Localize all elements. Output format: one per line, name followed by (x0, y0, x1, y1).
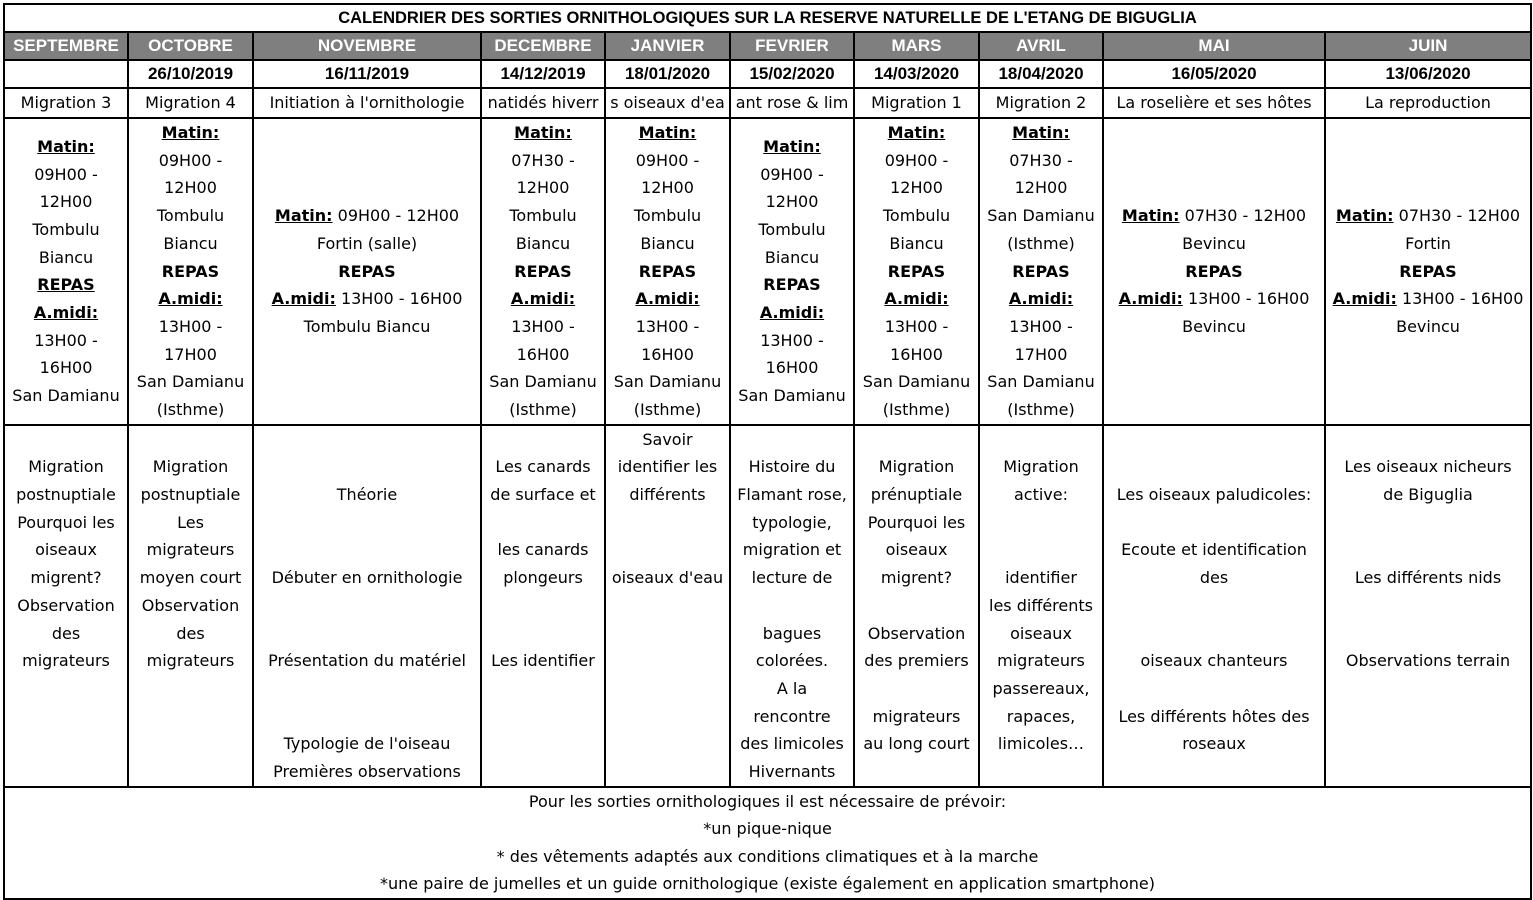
theme-cell: ant rose & lim (730, 88, 854, 118)
schedule-line: San Damianu (987, 372, 1095, 392)
schedule-line: Fortin (1405, 233, 1451, 253)
schedule-cell (1103, 118, 1325, 425)
description-line (606, 509, 729, 537)
description-line: Migration (1003, 457, 1079, 477)
schedule-line: Tombulu (32, 219, 100, 239)
month-header: FEVRIER (730, 32, 854, 60)
description-line (254, 509, 480, 537)
schedule-cell (128, 118, 253, 425)
schedule-line: REPAS (1185, 261, 1243, 281)
description-line: migrent? (880, 568, 953, 588)
schedule-line: (Isthme) (633, 400, 702, 420)
theme-cell: s oiseaux d'ea (605, 88, 730, 118)
schedule-line: REPAS (338, 261, 396, 281)
description-line: Théorie (336, 485, 398, 505)
description-line (606, 703, 729, 731)
description-line (606, 536, 729, 564)
description-line (1326, 620, 1530, 648)
description-line: des premiers (864, 651, 969, 671)
month-header: MAI (1103, 32, 1325, 60)
description-line: plongeurs (503, 568, 583, 588)
schedule-line: A.midi: (1008, 289, 1074, 309)
description-line: identifier (1005, 568, 1077, 588)
description-line: Premières observations (273, 761, 461, 781)
schedule-line: Tombulu Biancu (303, 316, 431, 336)
time-value: 13H00 - 16H00 (1396, 289, 1524, 309)
description-line: prénuptiale (870, 485, 963, 505)
time-value: 07H30 - 12H00 (1179, 206, 1307, 226)
description-line (606, 592, 729, 620)
schedule-line: 13H00 - (511, 316, 575, 336)
theme-cell: Migration 3 (4, 88, 128, 118)
schedule-line: 16H00 (765, 358, 819, 378)
schedule-cell (730, 118, 854, 425)
description-line: des limicoles (740, 734, 844, 754)
description-line (129, 730, 252, 758)
theme-cell: Migration 2 (979, 88, 1103, 118)
description-line (254, 703, 480, 731)
description-line (980, 536, 1102, 564)
description-line (482, 758, 604, 786)
description-line (1104, 509, 1324, 537)
schedule-line: 13H00 - (760, 330, 824, 350)
schedule-line: San Damianu (613, 372, 722, 392)
schedule-line: Matin: (161, 123, 220, 142)
description-line: oiseaux (885, 540, 948, 560)
description-line: les canards (497, 540, 589, 560)
description-line (5, 703, 127, 731)
description-line (254, 620, 480, 648)
description-line (855, 758, 978, 786)
description-line: Flamant rose, (737, 485, 847, 505)
schedule-line: 12H00 (516, 178, 570, 198)
page-title: CALENDRIER DES SORTIES ORNITHOLOGIQUES SUR LA RESERVE NATURELLE DE L'ETANG DE BIGUGLIA (4, 4, 1531, 32)
description-line: des (176, 623, 205, 643)
months-row (4, 32, 1531, 60)
schedule-line: 16H00 (641, 344, 694, 364)
schedule-line: A.midi: (635, 289, 700, 309)
date-cell (4, 60, 128, 88)
description-line (482, 592, 604, 620)
schedule-cell (481, 118, 605, 425)
schedule-line: 13H00 - (158, 316, 223, 336)
schedule-line: (Isthme) (882, 400, 951, 420)
description-line (129, 675, 252, 703)
schedule-cell (979, 118, 1103, 425)
schedule-line: Tombulu (758, 219, 826, 239)
description-line: Les oiseaux nicheurs (1344, 457, 1512, 477)
footer-notes (4, 787, 1531, 899)
schedule-line: Matin: (37, 136, 95, 156)
description-line: rencontre (753, 706, 831, 726)
description-line (5, 426, 127, 454)
description-line: rapaces, (1006, 706, 1076, 726)
calendar-table (3, 3, 1532, 900)
description-line: Observation (17, 595, 115, 615)
description-line: migration et (742, 540, 842, 560)
description-cell (730, 425, 854, 787)
theme-cell: Migration 4 (128, 88, 253, 118)
description-line (129, 703, 252, 731)
description-line (731, 426, 853, 454)
schedule-line: Bevincu (1396, 316, 1460, 336)
themes-row (4, 88, 1531, 118)
description-line (1104, 675, 1324, 703)
description-line: oiseaux chanteurs (1140, 651, 1288, 671)
schedule-line: 12H00 (164, 178, 217, 198)
description-line: roseaux (1182, 734, 1246, 754)
description-line (129, 426, 252, 454)
schedule-line: REPAS (514, 261, 572, 281)
description-line (731, 592, 853, 620)
time-value: 09H00 - 12H00 (332, 206, 460, 226)
description-line: identifier les (617, 457, 718, 477)
description-line: Observation (141, 595, 240, 615)
description-line: migrateurs (146, 540, 235, 560)
description-line (129, 758, 252, 786)
footer-line: * des vêtements adaptés aux conditions climatiques et à la marche (496, 846, 1039, 866)
schedule-line: Bevincu (1182, 316, 1246, 336)
description-line: Typologie de l'oiseau (283, 734, 451, 754)
month-header: OCTOBRE (128, 32, 253, 60)
description-line (606, 647, 729, 675)
schedule-line: San Damianu (136, 372, 245, 392)
time-value: 13H00 - 16H00 (1182, 289, 1310, 309)
description-line (606, 758, 729, 786)
description-line (606, 620, 729, 648)
description-line (1326, 703, 1530, 731)
date-cell: 13/06/2020 (1325, 60, 1531, 88)
date-cell: 26/10/2019 (128, 60, 253, 88)
description-line: des (51, 623, 81, 643)
schedule-cell (605, 118, 730, 425)
schedule-line: REPAS (763, 275, 821, 295)
description-line: de Biguglia (1383, 485, 1473, 505)
schedule-line (1326, 285, 1530, 313)
month-header: AVRIL (979, 32, 1103, 60)
description-line: typologie, (752, 512, 832, 532)
description-line (1326, 675, 1530, 703)
schedule-line: REPAS (638, 261, 697, 281)
schedule-line: San Damianu (738, 386, 846, 406)
description-line: moyen court (139, 568, 242, 588)
date-cell: 14/03/2020 (854, 60, 979, 88)
theme-cell: Migration 1 (854, 88, 979, 118)
schedule-line: (Isthme) (1007, 233, 1075, 253)
description-line: Les canards (495, 457, 591, 477)
schedule-line: Biancu (889, 233, 944, 253)
description-line: postnuptiale (16, 485, 116, 505)
schedule-line: 13H00 - (884, 316, 949, 336)
description-line (1326, 758, 1530, 786)
description-line (855, 675, 978, 703)
description-line: différents (629, 485, 706, 505)
schedule-line: Biancu (38, 247, 94, 267)
schedule-line: 09H00 - (34, 164, 98, 184)
schedule-line: 12H00 (765, 192, 819, 212)
description-line (5, 730, 127, 758)
month-header: DECEMBRE (481, 32, 605, 60)
month-header: JUIN (1325, 32, 1531, 60)
schedule-line: Matin: (887, 123, 946, 142)
schedule-cell (253, 118, 481, 425)
description-line (980, 426, 1102, 454)
description-line (855, 592, 978, 620)
time-label: Matin: (274, 206, 333, 226)
schedule-line: 16H00 (890, 344, 943, 364)
schedule-line: 16H00 (39, 358, 93, 378)
schedule-line: REPAS (37, 275, 95, 295)
description-line (5, 758, 127, 786)
description-cell (4, 425, 128, 787)
description-line: bagues (762, 623, 822, 643)
schedule-line: Tombulu (509, 206, 577, 226)
description-cell (854, 425, 979, 787)
schedule-line: Tombulu (882, 206, 951, 226)
description-line: Présentation du matériel (268, 651, 466, 671)
description-line: Les identifier (491, 651, 595, 671)
time-label: A.midi: (1118, 289, 1183, 309)
schedule-line (1104, 202, 1324, 230)
description-line: oiseaux d'eau (611, 568, 724, 588)
schedule-line: A.midi: (884, 289, 949, 309)
description-line (855, 426, 978, 454)
theme-cell: La reproduction (1325, 88, 1531, 118)
schedule-line: Biancu (764, 247, 820, 267)
schedule-line: Bevincu (1182, 233, 1246, 253)
description-line (482, 675, 604, 703)
schedule-line: 07H30 - (1009, 150, 1073, 170)
description-line: Ecoute et identification (1121, 540, 1307, 560)
description-line: active: (1013, 485, 1069, 505)
description-line: limicoles… (997, 734, 1085, 754)
time-label: A.midi: (271, 289, 336, 309)
time-value: 13H00 - 16H00 (335, 289, 463, 309)
time-value: 07H30 - 12H00 (1393, 206, 1521, 226)
date-cell: 14/12/2019 (481, 60, 605, 88)
description-line: Migration (878, 457, 955, 477)
time-label: Matin: (1121, 206, 1180, 226)
schedule-line: Biancu (515, 233, 571, 253)
description-cell (1103, 425, 1325, 787)
description-line: Les différents hôtes des (1118, 706, 1310, 726)
description-line (482, 620, 604, 648)
date-cell: 18/01/2020 (605, 60, 730, 88)
schedule-line: Biancu (163, 233, 218, 253)
schedule-line: (Isthme) (1007, 400, 1075, 420)
description-line: migrateurs (146, 651, 235, 671)
description-line: des (1199, 568, 1229, 588)
schedule-line: 07H30 - (511, 150, 575, 170)
description-line (1326, 592, 1530, 620)
description-line: Les oiseaux paludicoles: (1116, 485, 1312, 505)
description-cell (979, 425, 1103, 787)
schedule-line: 12H00 (1014, 178, 1068, 198)
dates-row (4, 60, 1531, 88)
schedule-line: A.midi: (33, 303, 99, 323)
description-line: lecture de (751, 568, 833, 588)
schedule-line: 09H00 - (884, 150, 949, 170)
schedule-line: Matin: (1012, 123, 1070, 142)
schedule-cell (1325, 118, 1531, 425)
description-line (1326, 536, 1530, 564)
time-label: Matin: (1335, 206, 1394, 226)
schedule-line (1326, 202, 1530, 230)
schedule-line: REPAS (1012, 261, 1070, 281)
schedule-line: Tombulu (633, 206, 702, 226)
description-line: postnuptiale (140, 485, 241, 505)
schedule-line: 12H00 (39, 192, 93, 212)
description-line: A la (776, 678, 808, 698)
description-line: Observations terrain (1345, 651, 1511, 671)
schedule-line: Tombulu (156, 206, 225, 226)
description-line (482, 703, 604, 731)
schedule-line: REPAS (1399, 261, 1457, 281)
description-line: oiseaux (35, 540, 97, 560)
footer-line: Pour les sorties ornithologiques il est nécessaire de prévoir: (528, 791, 1007, 811)
schedule-line: Matin: (763, 136, 821, 156)
description-line: les différents (989, 595, 1093, 615)
description-cell (253, 425, 481, 787)
schedule-line: Fortin (salle) (316, 233, 418, 253)
schedule-line: 13H00 - (34, 330, 98, 350)
schedule-line: 13H00 - (635, 316, 700, 336)
date-cell: 18/04/2020 (979, 60, 1103, 88)
description-line (1326, 509, 1530, 537)
schedule-line: San Damianu (489, 372, 597, 392)
theme-cell: natidés hiverr (481, 88, 605, 118)
month-header: SEPTEMBRE (4, 32, 128, 60)
description-line (482, 730, 604, 758)
schedule-line: A.midi: (759, 303, 825, 323)
theme-cell: Initiation à l'ornithologie (253, 88, 481, 118)
description-line: Migration (28, 457, 104, 477)
schedule-line: San Damianu (12, 386, 120, 406)
schedule-row (4, 118, 1531, 425)
schedule-line: A.midi: (158, 289, 223, 309)
schedule-line (254, 285, 480, 313)
description-cell (1325, 425, 1531, 787)
description-line (1104, 426, 1324, 454)
description-line (5, 675, 127, 703)
schedule-line: 12H00 (890, 178, 943, 198)
description-line: Histoire du (748, 457, 836, 477)
schedule-line: San Damianu (862, 372, 971, 392)
description-line (1104, 758, 1324, 786)
description-line (1104, 453, 1324, 481)
schedule-line: Matin: (638, 123, 697, 142)
description-line: Observation (867, 623, 966, 643)
description-cell (481, 425, 605, 787)
description-line: migrateurs (872, 706, 961, 726)
schedule-line: 17H00 (1014, 344, 1068, 364)
month-header: MARS (854, 32, 979, 60)
description-line: Les différents nids (1354, 568, 1502, 588)
date-cell: 16/05/2020 (1103, 60, 1325, 88)
schedule-line: Biancu (640, 233, 695, 253)
description-line: Migration (152, 457, 229, 477)
description-line (254, 592, 480, 620)
schedule-line: 09H00 - (760, 164, 824, 184)
description-line: Pourquoi les (17, 512, 115, 532)
description-line: passereaux, (992, 678, 1090, 698)
description-row (4, 425, 1531, 787)
schedule-line: 12H00 (641, 178, 694, 198)
schedule-line: (Isthme) (156, 400, 225, 420)
description-line (980, 509, 1102, 537)
description-line: colorées. (755, 651, 829, 671)
schedule-line (254, 202, 480, 230)
schedule-line: A.midi: (510, 289, 576, 309)
schedule-line (1104, 285, 1324, 313)
description-line (606, 675, 729, 703)
footer-line: *un pique-nique (703, 819, 832, 839)
schedule-line: 16H00 (516, 344, 570, 364)
description-line: de surface et (490, 485, 596, 505)
description-line (1104, 592, 1324, 620)
time-label: A.midi: (1332, 289, 1397, 309)
description-line (254, 536, 480, 564)
description-line: Débuter en ornithologie (271, 568, 463, 588)
schedule-cell (854, 118, 979, 425)
description-line: Savoir (642, 429, 693, 449)
description-line (1104, 620, 1324, 648)
schedule-line: REPAS (161, 261, 220, 281)
schedule-line: (Isthme) (509, 400, 577, 420)
description-line (980, 758, 1102, 786)
description-line (254, 453, 480, 481)
description-cell (128, 425, 253, 787)
schedule-line: Matin: (514, 123, 572, 142)
month-header: NOVEMBRE (253, 32, 481, 60)
footer-line: *une paire de jumelles et un guide ornithologique (existe également en application smartphone) (380, 874, 1155, 894)
schedule-line: REPAS (887, 261, 946, 281)
schedule-line: 09H00 - (635, 150, 700, 170)
schedule-line: 17H00 (164, 344, 217, 364)
description-line (254, 426, 480, 454)
month-header: JANVIER (605, 32, 730, 60)
description-line (482, 509, 604, 537)
description-line: oiseaux (1010, 623, 1072, 643)
schedule-line: 09H00 - (158, 150, 223, 170)
schedule-line: San Damianu (987, 206, 1095, 226)
description-line (482, 426, 604, 454)
description-line: au long court (863, 734, 970, 754)
description-line (1326, 426, 1530, 454)
schedule-line: 13H00 - (1009, 316, 1073, 336)
schedule-cell (4, 118, 128, 425)
description-line (1326, 730, 1530, 758)
description-line: Pourquoi les (867, 512, 966, 532)
description-line: Les (177, 512, 204, 532)
description-line: migrateurs (997, 651, 1085, 671)
description-line: Hivernants (748, 761, 836, 781)
date-cell: 15/02/2020 (730, 60, 854, 88)
date-cell: 16/11/2019 (253, 60, 481, 88)
description-cell (605, 425, 730, 787)
description-line (606, 730, 729, 758)
description-line (254, 675, 480, 703)
description-line: migrent? (30, 568, 102, 588)
theme-cell: La roselière et ses hôtes (1103, 88, 1325, 118)
description-line: migrateurs (22, 651, 110, 671)
